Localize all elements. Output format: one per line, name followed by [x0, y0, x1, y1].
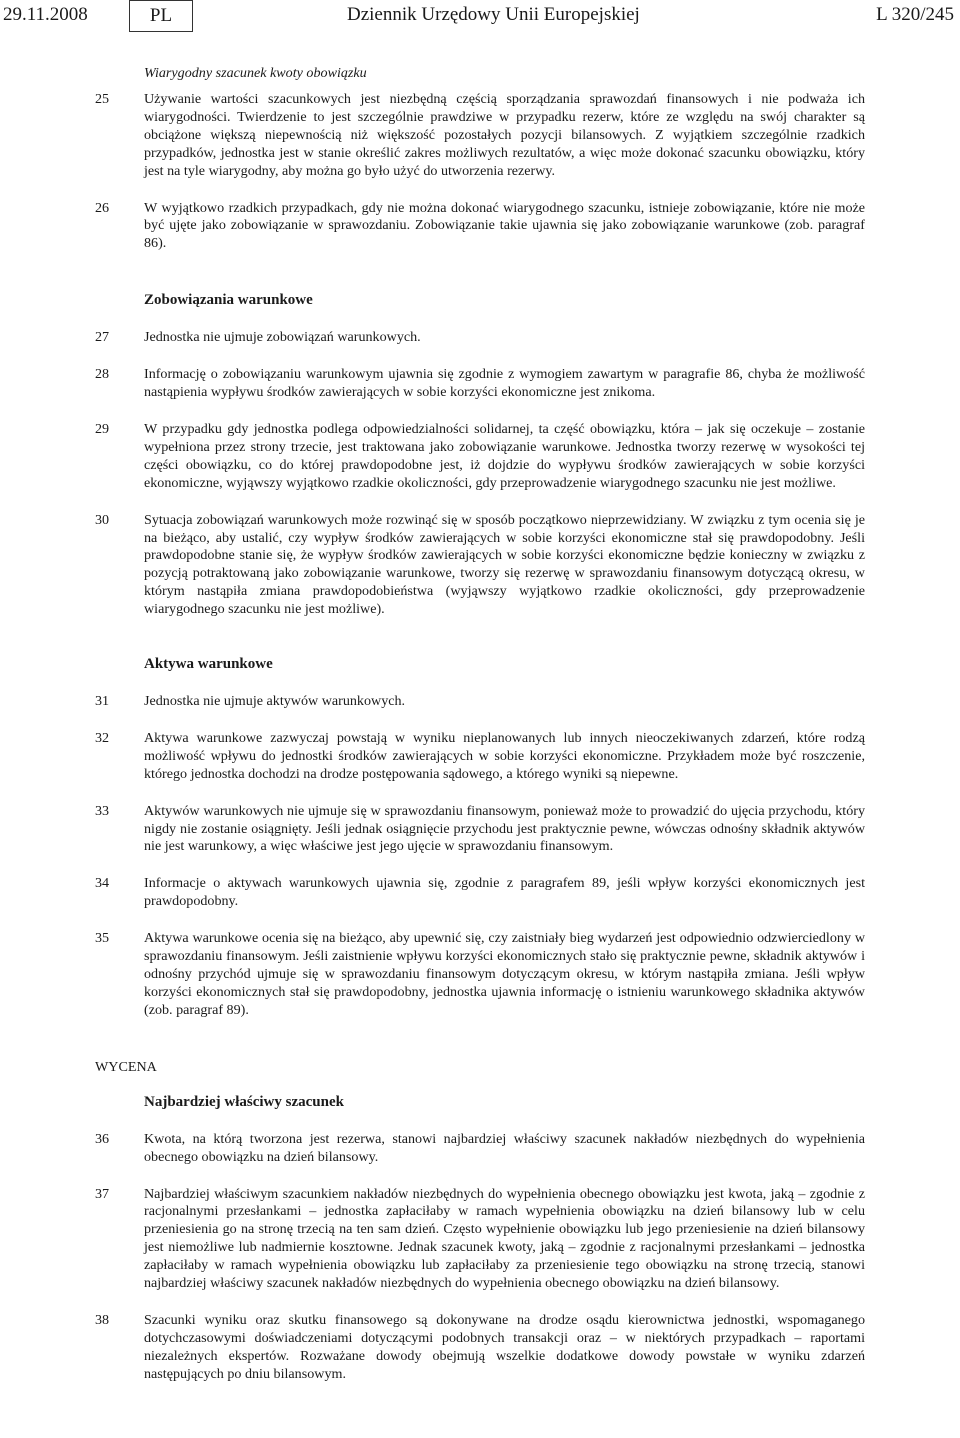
paragraph-36 — [95, 1131, 865, 1167]
paragraph-number: 35 — [95, 930, 110, 947]
paragraph-number: 31 — [95, 693, 110, 710]
paragraph-number: 36 — [95, 1130, 110, 1147]
paragraph-number: 27 — [95, 329, 110, 346]
paragraph-text: Sytuacja zobowiązań warunkowych może rozwinąć się w sposób początkowo nieprzewidziany. W związku z tym ocenia się je na bieżąco, aby ustalić, czy wypływ środków zawierających w sobie korzyści ekonomiczne stał się prawdopodobny. Jeśli prawdopodobne stanie się, że wypływ środków zawierających w sobie korzyści ekonomiczne będzie konieczny w związku z pozycją potraktowaną jako zobowiązanie warunkowe, tworzy się rezerwę w sprawozdaniu finansowym dotyczącą okresu, w którym nastąpiła zmiana prawdopodobieństwa (wyjąwszy wyjątkowo rzadkie okoliczności, gdy przeprowadzenie wiarygodnego szacunku nie jest możliwe). — [144, 511, 865, 618]
paragraph-text: Jednostka nie ujmuje zobowiązań warunkowych. — [144, 329, 421, 346]
paragraph-number: 26 — [95, 199, 110, 216]
paragraph-26 — [95, 200, 865, 254]
paragraph-text: W przypadku gdy jednostka podlega odpowiedzialności solidarnej, ta część obowiązku, która – jak się oczekuje – zostanie wypełniona przez strony trzecie, jest traktowana jako zobowiązanie warunkowe. Jednostka tworzy rezerwę w wysokości tej części obowiązku, co do której prawdopodobne jest, iż dojdzie do wypływu środków zawierających w sobie korzyści ekonomiczne, wyjąwszy wyjątkowo rzadkie okoliczności, gdy przeprowadzenie wiarygodnego szacunku nie jest możliwe. — [144, 420, 865, 491]
paragraph-number: 25 — [95, 91, 110, 107]
paragraph-text: Najbardziej właściwym szacunkiem nakładów niezbędnych do wypełnienia obecnego obowiązku jest kwota, jaką – zgodnie z racjonalnymi przesłankami – jednostka zapłaciłaby w ramach wypełnienia obowiązku na dzień bilansowy lub w celu przeniesienia go na stronę trzecią na ten sam dzień. Często wypełnienie obowiązku lub jego przeniesienie na dzień bilansowy jest niemożliwe lub nadmiernie kosztowne. Jednak szacunek kwoty, jaką – zgodnie z racjonalnymi przesłankami – jednostka zapłaciłaby w ramach wypełnienia obowiązku lub zapłaciłaby za przeniesienie tego obowiązku na stronę trzecią, stanowi najbardziej właściwy szacunek nakładów niezbędnych do wypełnienia obecnego obowiązku na dzień bilansowy. — [144, 1185, 865, 1292]
paragraph-33 — [95, 803, 865, 857]
paragraph-number: 34 — [95, 875, 110, 892]
paragraph-32 — [95, 730, 865, 784]
paragraph-38 — [95, 1312, 865, 1384]
paragraph-28 — [95, 366, 865, 402]
section-measurement: WYCENA — [95, 1058, 157, 1075]
heading-contingent-assets: Aktywa warunkowe — [144, 656, 273, 673]
publication-date: 29.11.2008 — [3, 4, 88, 25]
paragraph-34 — [95, 875, 865, 911]
heading-best-estimate: Najbardziej właściwy szacunek — [144, 1093, 344, 1110]
paragraph-text: Kwota, na którą tworzona jest rezerwa, stanowi najbardziej właściwy szacunek nakładów niezbędnych do wypełnienia obecnego obowiązku na dzień bilansowy. — [144, 1130, 865, 1165]
paragraph-number: 30 — [95, 511, 110, 528]
paragraph-text: W wyjątkowo rzadkich przypadkach, gdy nie można dokonać wiarygodnego szacunku, istnieje zobowiązanie, które nie może być ujęte jako zobowiązanie w sprawozdaniu. Zobowiązanie takie ujawnia się jako zobowiązanie warunkowe (zob. paragraf 86). — [144, 199, 865, 252]
paragraph-35 — [95, 930, 865, 1020]
paragraph-number: 32 — [95, 729, 110, 746]
paragraph-27 — [95, 329, 865, 347]
paragraph-number: 28 — [95, 366, 110, 383]
subheading-reliable-estimate: Wiarygodny szacunek kwoty obowiązku — [144, 65, 367, 81]
page-header — [0, 0, 960, 36]
paragraph-number: 37 — [95, 1185, 110, 1202]
paragraph-text: Jednostka nie ujmuje aktywów warunkowych. — [144, 693, 406, 710]
paragraph-text: Informację o zobowiązaniu warunkowym ujawnia się zgodnie z wymogiem zawartym w paragrafie 86, chyba że możliwość nastąpienia wypływu środków zawierających w sobie korzyści ekonomiczne jest znikoma. — [144, 366, 865, 401]
paragraph-number: 38 — [95, 1311, 110, 1328]
journal-title: Dziennik Urzędowy Unii Europejskiej — [347, 4, 640, 25]
paragraph-29 — [95, 421, 865, 493]
paragraph-25 — [95, 91, 865, 181]
paragraph-31 — [95, 693, 865, 711]
paragraph-text: Informacje o aktywach warunkowych ujawnia się, zgodnie z paragrafem 89, jeśli wpływ korzyści ekonomicznych jest prawdopodobny. — [144, 875, 865, 910]
paragraph-37 — [95, 1186, 865, 1293]
document-body — [95, 64, 865, 1384]
paragraph-text: Aktywów warunkowych nie ujmuje się w sprawozdaniu finansowym, ponieważ może to prowadzić do ujęcia przychodu, który nigdy nie zostanie osiągnięty. Jeśli jednak osiągnięcie przychodu jest praktycznie pewne, wówczas odnośny składnik aktywów nie jest warunkowy, a więc właściwe jest jego ujęcie w sprawozdaniu finansowym. — [144, 802, 865, 855]
language-badge: PL — [129, 0, 193, 32]
paragraph-text: Aktywa warunkowe zazwyczaj powstają w wyniku nieplanowanych lub innych nieoczekiwanych zdarzeń, które rodzą możliwość wpływu do jednostki środków zawierających w sobie korzyści ekonomiczne. Przykładem może być roszczenie, którego jednostka dochodzi na drodze postępowania sądowego, a którego wyniki są niepewne. — [144, 729, 865, 782]
paragraph-text: Szacunki wyniku oraz skutku finansowego są dokonywane na drodze osądu kierownictwa jednostki, wspomaganego dotychczasowymi doświadczeniami dotyczącymi podobnych transakcji oraz – w niektórych przypadkach – raportami niezależnych ekspertów. Rozważane dowody obejmują wszelkie dodatkowe dowody powstałe w wyniku zdarzeń następujących po dniu bilansowym. — [144, 1311, 865, 1382]
page-number: L 320/245 — [876, 4, 954, 25]
paragraph-number: 33 — [95, 802, 110, 819]
paragraph-30 — [95, 512, 865, 619]
paragraph-number: 29 — [95, 420, 110, 437]
paragraph-text: Aktywa warunkowe ocenia się na bieżąco, aby upewnić się, czy zaistniały bieg wydarzeń jest odpowiednio odzwierciedlony w sprawozdaniu finansowym. Jeśli zaistnienie wpływu korzyści ekonomicznych stało się praktycznie pewne, składnik aktywów i odnośny przychód ujmuje się w sprawozdaniu finansowym dotyczącym okresu, w którym nastąpiła zmiana. Jeśli wpływ korzyści ekonomicznych stał się prawdopodobny, jednostka ujawnia informację o istnieniu warunkowego składnika aktywów (zob. paragraf 89). — [144, 930, 865, 1018]
heading-contingent-liabilities: Zobowiązania warunkowe — [144, 292, 313, 309]
paragraph-text: Używanie wartości szacunkowych jest niezbędną częścią sporządzania sprawozdań finansowych i nie podważa ich wiarygodności. Twierdzenie to jest szczególnie prawdziwe w przypadku rezerw, które ze względu na swój charakter są obciążone większą niepewnością niż większość pozostałych pozycji bilansowych. Z wyjątkiem szczególnie rzadkich przypadków, jednostka jest w stanie określić zakres możliwych rezultatów, a więc może dokonać szacunku obowiązku, który jest na tyle wiarygodny, aby można go było użyć do utworzenia rezerwy. — [144, 91, 865, 179]
